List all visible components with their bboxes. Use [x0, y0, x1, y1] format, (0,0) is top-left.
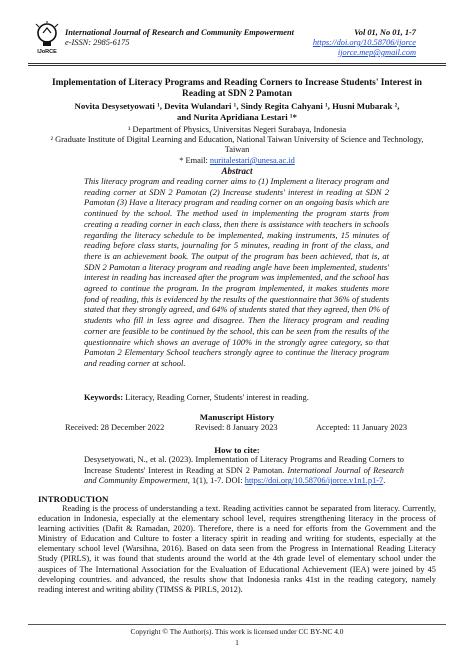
- revised-date: Revised: 8 January 2023: [195, 423, 278, 432]
- journal-logo: [33, 21, 61, 59]
- accepted-date: Accepted: 11 January 2023: [316, 423, 408, 432]
- keywords-label: Keywords:: [84, 393, 124, 402]
- citation: [84, 455, 404, 487]
- logo-text: IJoRCE: [37, 49, 57, 55]
- header-divider-2: [28, 65, 446, 66]
- journal-issn: e-ISSN: 2985-6175: [65, 38, 130, 47]
- journal-email-link[interactable]: ijorce.mep@gmail.com: [337, 48, 416, 57]
- header-divider: [28, 63, 446, 64]
- email-link[interactable]: nuritalestari@unesa.ac.id: [209, 156, 295, 165]
- citation-end: .: [383, 476, 386, 486]
- affiliation-1: ¹ Department of Physics, Universitas Negeri Surabaya, Indonesia: [127, 125, 347, 134]
- page-number: 1: [235, 638, 239, 647]
- paper-title: Implementation of Literacy Programs and Reading Corners to Increase Students' Interest in Reading at SDN 2 Pamotan: [51, 78, 423, 99]
- abstract-text: This literacy program and reading corner aims to (1) Implement a literacy program and reading corner at SDN 2 Pamotan (2) Increase students' interest in reading at SDN 2 Pamotan (3) Have a literacy program and reading corner on an ongoing basis which are continued by the school. The method used in implementing the program starts from creating a reading corner in each class, then there is assistance with teachers in schools regarding the literacy schedule to be implemented, making instruments, 15 minutes of reading before class starts, journaling for 5 minutes, reading in front of the class, and there is an achievement book. The output of the program has been achieved, that is, at SDN 2 Pamotan a literacy program and reading angle have been implemented, students' interest in reading has increased after the program was implemented, and the school has agreed to continue the program. In the program implemented, it makes students more fond of reading, this is evidenced by the results of the questionnaire that 36% of students stated that they strongly agreed, and 64% of students stated that they agreed, then 0% of students who fill in less agree and disagree. Then the literacy program and reading corner are feasible to be continued by the school, this can be seen from the results of the questionnaire which shows an average of 100% in the strongly agree category, so that Pamotan 2 Elementary School teachers strongly agree to continue the literacy program and reading corner at school.: [84, 176, 389, 368]
- footer-divider: [28, 624, 446, 625]
- introduction-heading: INTRODUCTION: [38, 494, 109, 504]
- journal-volume: Vol 01, No 01, 1-7: [354, 28, 416, 37]
- email-label: * Email:: [179, 156, 208, 165]
- citation-text: Desysetyowati, N., et al. (2023). Implementation of Literacy Programs and Reading Corners to Increase Students' Interest in Reading at SDN 2 Pamotan.: [84, 455, 404, 475]
- corresponding-email: [40, 156, 434, 166]
- received-date: Received: 28 December 2022: [65, 423, 165, 432]
- authors: [40, 101, 434, 123]
- keywords-text: Literacy, Reading Corner, Students' interest in reading.: [125, 393, 309, 402]
- journal-name: International Journal of Research and Community Empowerment: [65, 28, 294, 37]
- keywords: [84, 393, 404, 402]
- citation-journal: International Journal of Research and Community Empowerment: [84, 465, 404, 486]
- copyright-notice: Copyright © The Author(s). This work is licensed under CC BY-NC 4.0: [130, 627, 344, 636]
- affiliation-2: ² Graduate Institute of Digital Learning and Education, National Taiwan University of Science and Technology, Taiwan: [50, 135, 424, 155]
- abstract-heading: Abstract: [221, 166, 253, 176]
- authors-line-1: Novita Desysetyowati ¹, Devita Wulandari ¹, Sindy Regita Cahyani ¹, Husni Mubarak ²,: [74, 101, 400, 111]
- citation-volume: , 1(1), 1-7. DOI:: [187, 476, 245, 486]
- journal-doi-link[interactable]: https://doi.org/10.58706/ijorce: [312, 38, 416, 47]
- citation-doi-link[interactable]: https://doi.org/10.58706/ijorce.v1n1.p1-7: [244, 476, 384, 486]
- how-to-cite-heading: How to cite:: [214, 445, 260, 455]
- introduction-text: Reading is the process of understanding a text. Reading activities cannot be separated from literacy. Currently, education in Indonesia, especially at the elementary school level, requires strengthening literacy in the process of learning activities (Dafit & Ramadan, 2020). Therefore, there is a need for efforts from the Government and the Ministry of Education and Culture to foster a literacy spirit in reading and writing for students, especially at the elementary school level (Warsihna, 2016). Based on data seen from the Progress in International Reading Literacy Study (PIRLS), it was found that students around the world at the 4th grade level of elementary school under the auspices of The International Association for the Evaluation of Educational Achievement (IEA) were joined by 45 developing countries. and advanced, the results show that Indonesia ranks 41st in the reading category, namely reading interest and writing ability (TIMSS & PIRLS, 2012).: [38, 504, 436, 594]
- manuscript-history-heading: Manuscript History: [199, 412, 275, 422]
- authors-line-2: and Nurita Apridiana Lestari ¹*: [177, 112, 297, 122]
